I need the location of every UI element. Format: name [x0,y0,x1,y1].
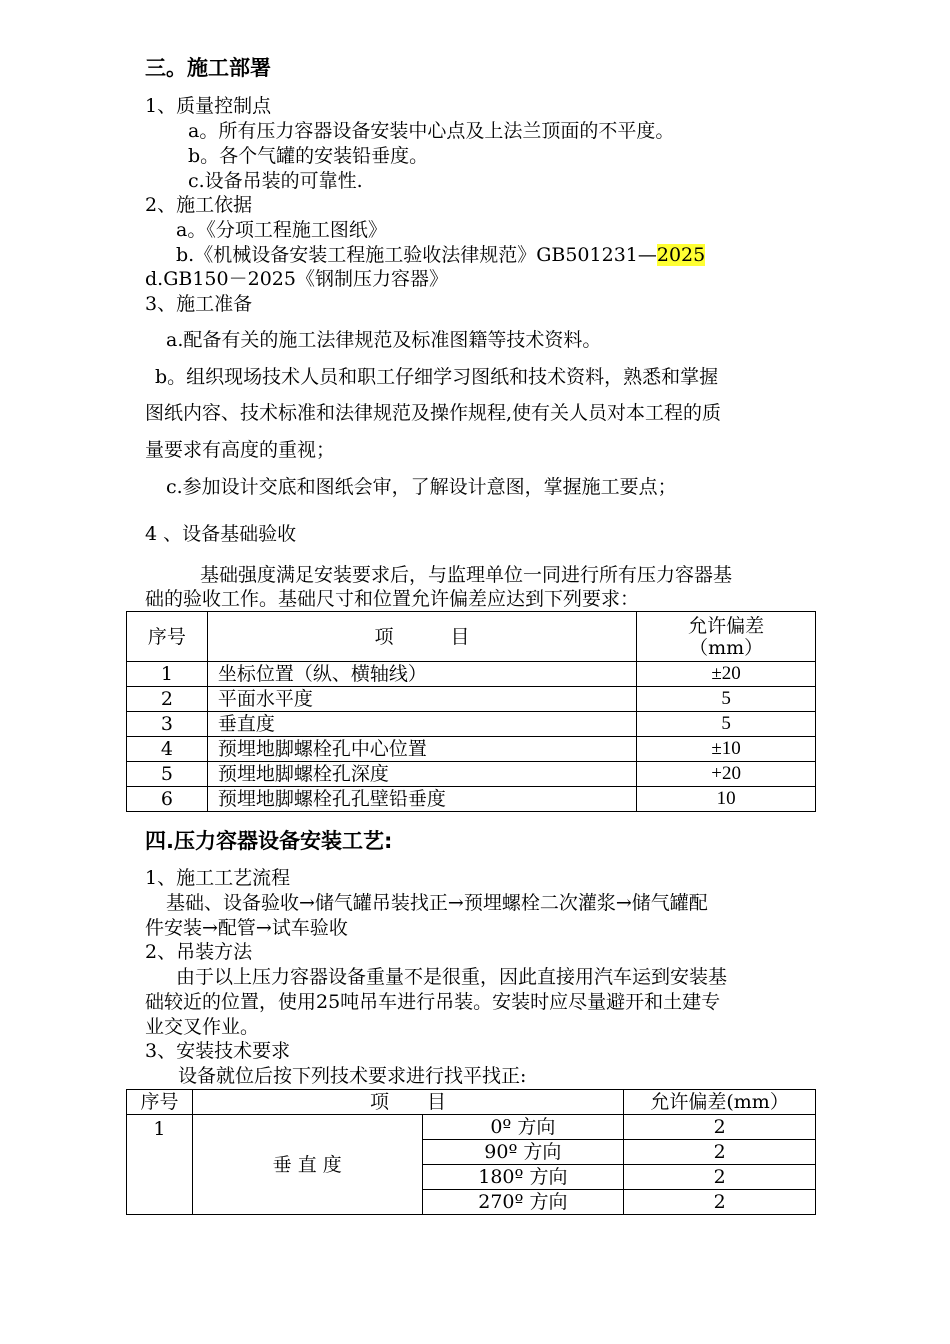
prep-item-b-line2: 图纸内容、技术标准和法律规范及操作规程,使有关人员对本工程的质 [145,402,722,424]
prep-item-a: a.配备有关的施工法律规范及标准图籍等技术资料。 [166,329,602,351]
row-item: 预埋地脚螺栓孔中心位置 [207,737,636,762]
row-item: 垂 直 度 [192,1115,422,1215]
row-tolerance: ±10 [637,737,816,762]
flow-title: 1、施工工艺流程 [145,867,291,889]
lifting-title: 2、吊装方法 [145,941,253,963]
flow-para-line1: 基础、设备验收→储气罐吊装找正→预埋螺栓二次灌浆→储气罐配 [166,892,708,914]
section-3-title: 三。施工部署 [145,56,271,80]
table-row [127,1115,816,1140]
quality-title: 1、质量控制点 [145,95,272,117]
quality-item-a: a。所有压力容器设备安装中心点及上法兰顶面的不平度。 [188,120,675,142]
row-tolerance: +20 [637,762,816,787]
quality-item-c: c.设备吊装的可靠性. [188,170,363,192]
row-item: 预埋地脚螺栓孔深度 [207,762,636,787]
row-direction: 180º 方向 [422,1165,624,1190]
install-req-para: 设备就位后按下列技术要求进行找平找正: [178,1065,527,1087]
table-header-row [127,612,816,662]
row-direction: 0º 方向 [422,1115,624,1140]
header-item: 项 目 [207,612,636,662]
row-item: 平面水平度 [207,687,636,712]
table-row [127,712,816,737]
prep-title: 3、施工准备 [145,293,253,315]
basis-item-d: d.GB150－2025《钢制压力容器》 [145,268,448,290]
foundation-para-line2: 础的验收工作。基础尺寸和位置允许偏差应达到下列要求： [145,588,640,610]
section-4-title: 四.压力容器设备安装工艺: [145,829,393,853]
row-item: 坐标位置（纵、横轴线） [207,662,636,687]
lifting-para-line1: 由于以上压力容器设备重量不是很重，因此直接用汽车运到安装基 [176,966,728,988]
foundation-para-line1: 基础强度满足安装要求后，与监理单位一同进行所有压力容器基 [200,564,733,586]
row-no: 6 [127,787,208,812]
prep-item-b-line3: 量要求有高度的重视； [145,439,336,461]
row-tolerance: ±20 [637,662,816,687]
table-header-row [127,1090,816,1115]
row-no: 3 [127,712,208,737]
prep-item-c: c.参加设计交底和图纸会审，了解设计意图，掌握施工要点； [166,476,677,498]
table-row [127,737,816,762]
row-no: 4 [127,737,208,762]
header-tolerance-unit: （mm） [689,636,764,659]
basis-title: 2、施工依据 [145,194,253,216]
header-tolerance-label: 允许偏差 [688,614,765,637]
basis-item-b-text: b.《机械设备安装工程施工验收法律规范》GB501231— [176,244,657,266]
row-tolerance: 2 [624,1165,816,1190]
row-no: 2 [127,687,208,712]
table-row [127,687,816,712]
lifting-para-line2: 础较近的位置，使用25吨吊车进行吊装。安装时应尽量避开和土建专 [145,991,721,1013]
row-tolerance: 2 [624,1140,816,1165]
table-row [127,787,816,812]
basis-item-b [176,243,705,267]
row-no: 5 [127,762,208,787]
install-req-title: 3、安装技术要求 [145,1040,291,1062]
table-row [127,662,816,687]
header-item: 项 目 [192,1090,623,1115]
row-item: 垂直度 [207,712,636,737]
row-tolerance: 2 [624,1190,816,1215]
quality-item-b: b。各个气罐的安装铅垂度。 [188,145,429,167]
foundation-tolerance-table [126,611,816,812]
prep-item-b-line1: b。组织现场技术人员和职工仔细学习图纸和技术资料，熟悉和掌握 [155,366,719,388]
row-direction: 90º 方向 [422,1140,624,1165]
row-tolerance: 10 [637,787,816,812]
alignment-tolerance-table [126,1089,816,1215]
lifting-para-line3: 业交叉作业。 [145,1016,260,1038]
row-no: 1 [127,1115,193,1215]
flow-para-line2: 件安装→配管→试车验收 [145,917,348,939]
header-no: 序号 [127,612,208,662]
table-row [127,762,816,787]
row-tolerance: 2 [624,1115,816,1140]
basis-item-a: a。《分项工程施工图纸》 [176,219,387,241]
row-no: 1 [127,662,208,687]
highlighted-year: 2025 [656,244,706,266]
header-no: 序号 [127,1090,193,1115]
header-tolerance [637,612,816,662]
row-direction: 270º 方向 [422,1190,624,1215]
row-item: 预埋地脚螺栓孔孔壁铅垂度 [207,787,636,812]
row-tolerance: 5 [637,687,816,712]
header-tolerance: 允许偏差(mm） [624,1090,816,1115]
foundation-title: 4 、设备基础验收 [145,523,297,545]
row-tolerance: 5 [637,712,816,737]
